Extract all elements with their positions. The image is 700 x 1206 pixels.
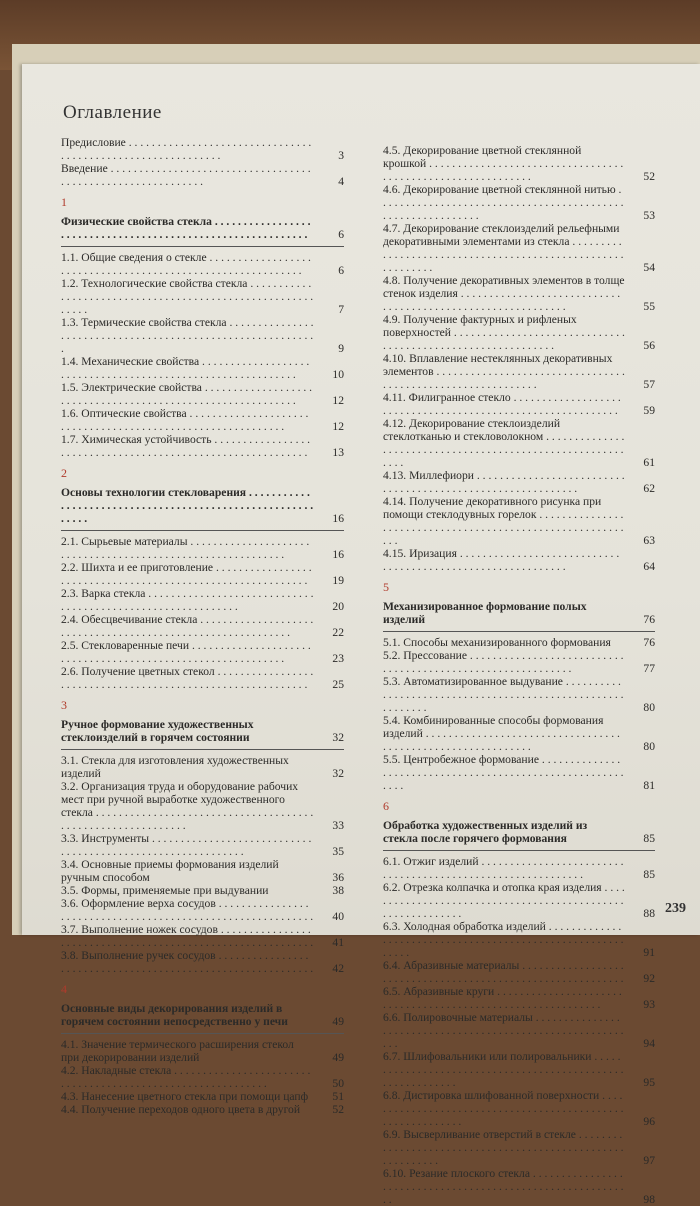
toc-page-number: 12 [332, 420, 344, 433]
toc-entry[interactable] [61, 1090, 344, 1103]
toc-entry[interactable] [61, 316, 344, 355]
toc-entry[interactable] [383, 495, 655, 547]
toc-entry-title: 1.4. Механические свойства [61, 355, 200, 368]
toc-page-number: 76 [643, 613, 655, 626]
toc-entry-title: 6.6. Полировочные материалы [383, 1011, 533, 1024]
toc-entry-title: 6.5. Абразивные круги [383, 985, 495, 998]
toc-page-number: 33 [332, 819, 344, 832]
toc-entry[interactable] [61, 832, 344, 858]
toc-entry[interactable] [383, 714, 655, 753]
page-title: Оглавление [63, 102, 162, 123]
toc-entry[interactable] [383, 1128, 655, 1167]
toc-section-heading[interactable] [61, 486, 344, 525]
toc-entry-title: 1.6. Оптические свойства [61, 407, 187, 420]
book-page [22, 64, 700, 1206]
toc-entry[interactable] [383, 469, 655, 495]
toc-entry-title: 6.7. Шлифовальники или полировальники [383, 1050, 592, 1063]
toc-entry-title: 1.7. Химическая устойчивость [61, 433, 212, 446]
toc-entry-title: Предисловие [61, 136, 126, 149]
toc-entry-title: 4.15. Иризация [383, 547, 457, 560]
toc-page-number: 35 [332, 845, 344, 858]
section-number: 3 [61, 698, 67, 712]
toc-section-heading[interactable] [383, 819, 655, 845]
toc-entry[interactable] [61, 561, 344, 587]
toc-entry-title: 3.4. Основные приемы формования изделий ручным способом [61, 858, 279, 884]
toc-entry-title: 2.5. Стекловаренные печи [61, 639, 190, 652]
toc-entry-title: Механизированное формование полых изделий [383, 600, 587, 626]
toc-entry-title: 5.1. Способы механизированного формования [383, 636, 611, 649]
toc-page-number: 20 [332, 600, 344, 613]
toc-page-number: 16 [332, 512, 344, 525]
section-number: 1 [61, 195, 67, 209]
toc-entry[interactable] [61, 949, 344, 975]
toc-page-number: 77 [643, 662, 655, 675]
toc-page-number: 22 [332, 626, 344, 639]
toc-entry[interactable] [383, 855, 655, 881]
toc-entry-title: Ручное формование художественных стеклоизделий в горячем состоянии [61, 718, 254, 744]
toc-entry-title: 3.6. Оформление верха сосудов [61, 897, 216, 910]
toc-page-number: 50 [332, 1077, 344, 1090]
toc-entry[interactable] [383, 417, 655, 469]
toc-entry-title: 2.2. Шихта и ее приготовление [61, 561, 214, 574]
section-number: 2 [61, 466, 67, 480]
toc-entry-title: 5.2. Прессование [383, 649, 468, 662]
toc-entry[interactable] [61, 381, 344, 407]
toc-left-column [61, 136, 344, 1116]
toc-entry[interactable] [383, 1050, 655, 1089]
toc-entry[interactable] [61, 535, 344, 561]
toc-page-number: 12 [332, 394, 344, 407]
section-number: 5 [383, 580, 389, 594]
toc-page-number: 7 [338, 303, 344, 316]
toc-entry-title: 4.3. Нанесение цветного стекла при помощи цапф [61, 1090, 309, 1103]
toc-entry-title: 4.5. Декорирование цветной стеклянной крошкой [383, 144, 582, 170]
toc-entry[interactable] [61, 665, 344, 691]
toc-entry[interactable] [383, 649, 655, 675]
toc-entry-title: 5.3. Автоматизированное выдувание [383, 675, 563, 688]
toc-page-number: 32 [332, 731, 344, 744]
toc-entry[interactable] [61, 162, 344, 188]
toc-entry[interactable] [383, 547, 655, 573]
toc-entry[interactable] [383, 313, 655, 352]
toc-page-number: 9 [338, 342, 344, 355]
toc-entry-title: 2.3. Варка стекла [61, 587, 146, 600]
toc-entry-title: Физические свойства стекла [61, 215, 212, 228]
toc-entry-title: 3.1. Стекла для изготовления художественных изделий [61, 754, 289, 780]
toc-entry[interactable] [383, 959, 655, 985]
toc-page-number: 55 [643, 300, 655, 313]
toc-page-number: 52 [643, 170, 655, 183]
toc-entry-title: 4.14. Получение декоративного рисунка при помощи стеклодувных горелок [383, 495, 602, 521]
toc-entry-title: 2.1. Сырьевые материалы [61, 535, 188, 548]
toc-entry[interactable] [61, 1064, 344, 1090]
toc-entry-title: 4.6. Декорирование цветной стеклянной нитью [383, 183, 616, 196]
toc-entry[interactable] [383, 1167, 655, 1206]
toc-page-number: 63 [643, 534, 655, 547]
toc-page-number: 23 [332, 652, 344, 665]
toc-entry[interactable] [61, 433, 344, 459]
toc-entry-title: 6.4. Абразивные материалы [383, 959, 520, 972]
toc-page-number: 36 [332, 871, 344, 884]
toc-entry-title: 4.7. Декорирование стеклоизделий рельефными декоративными элементами из стекла [383, 222, 620, 248]
toc-entry-title: 2.6. Получение цветных стекол [61, 665, 215, 678]
toc-entry-title: 6.3. Холодная обработка изделий [383, 920, 546, 933]
toc-page-number: 53 [643, 209, 655, 222]
toc-page-number: 96 [643, 1115, 655, 1128]
toc-page-number: 52 [332, 1103, 344, 1116]
toc-page-number: 3 [338, 149, 344, 162]
toc-entry-title: 4.13. Миллефиори [383, 469, 474, 482]
toc-entry[interactable] [61, 1103, 344, 1116]
toc-entry-title: 4.9. Получение фактурных и рифленых поверхностей [383, 313, 577, 339]
toc-entry[interactable] [61, 754, 344, 780]
section-divider [383, 631, 655, 632]
toc-page-number: 85 [643, 832, 655, 845]
toc-page-number: 64 [643, 560, 655, 573]
toc-entry[interactable] [383, 920, 655, 959]
toc-entry-title: 1.3. Термические свойства стекла [61, 316, 227, 329]
toc-page-number: 80 [643, 740, 655, 753]
toc-page-number: 49 [332, 1015, 344, 1028]
toc-entry[interactable] [61, 1038, 344, 1064]
toc-entry-title: 3.2. Организация труда и оборудование рабочих мест при ручной выработке художественного стекла [61, 780, 299, 819]
toc-section-heading[interactable] [61, 1002, 344, 1028]
toc-entry[interactable] [61, 587, 344, 613]
toc-entry-title: Обработка художественных изделий из стекла после горячего формования [383, 819, 588, 845]
toc-page-number: 95 [643, 1076, 655, 1089]
toc-entry-title: 5.5. Центробежное формование [383, 753, 539, 766]
toc-entry-title: 6.1. Отжиг изделий [383, 855, 479, 868]
toc-entry[interactable] [383, 753, 655, 792]
toc-entry-title: 2.4. Обесцвечивание стекла [61, 613, 198, 626]
toc-page-number: 4 [338, 175, 344, 188]
toc-entry[interactable] [383, 222, 655, 274]
toc-page-number: 98 [643, 1193, 655, 1206]
toc-entry-title: 3.7. Выполнение ножек сосудов [61, 923, 218, 936]
section-divider [61, 246, 344, 247]
toc-entry[interactable] [383, 144, 655, 183]
toc-page-number: 13 [332, 446, 344, 459]
toc-entry-title: 4.11. Филигранное стекло [383, 391, 511, 404]
toc-page-number: 40 [332, 910, 344, 923]
toc-section-heading[interactable] [61, 215, 344, 241]
toc-entry-title: 1.1. Общие сведения о стекле [61, 251, 207, 264]
toc-entry[interactable] [61, 884, 344, 897]
toc-page-number: 56 [643, 339, 655, 352]
toc-section-heading[interactable] [61, 718, 344, 744]
toc-entry-title: Основы технологии стекловарения [61, 486, 247, 499]
section-divider [61, 749, 344, 750]
toc-entry[interactable] [61, 639, 344, 665]
toc-page-number: 41 [332, 936, 344, 949]
toc-entry[interactable] [383, 881, 655, 920]
toc-entry-title: 3.5. Формы, применяемые при выдувании [61, 884, 269, 897]
toc-entry-title: 1.5. Электрические свойства [61, 381, 202, 394]
section-divider [383, 850, 655, 851]
toc-entry-title: 4.10. Вплавление нестеклянных декоративных элементов [383, 352, 613, 378]
toc-page-number: 10 [332, 368, 344, 381]
toc-entry[interactable] [383, 985, 655, 1011]
toc-page-number: 32 [332, 767, 344, 780]
section-divider [61, 530, 344, 531]
toc-entry-title: Основные виды декорирования изделий в горячем состоянии непосредственно у печи [61, 1002, 288, 1028]
toc-page-number: 25 [332, 678, 344, 691]
toc-page-number: 51 [332, 1090, 344, 1103]
toc-entry-title: 6.8. Дистировка шлифованной поверхности [383, 1089, 600, 1102]
toc-page-number: 19 [332, 574, 344, 587]
section-divider [61, 1033, 344, 1034]
toc-entry[interactable] [383, 274, 655, 313]
toc-entry-title: 4.4. Получение переходов одного цвета в другой [61, 1103, 301, 1116]
toc-page-number: 42 [332, 962, 344, 975]
toc-page-number: 88 [643, 907, 655, 920]
toc-entry-title: 4.12. Декорирование стеклоизделий стеклотканью и стекловолокном [383, 417, 561, 443]
toc-page-number: 76 [643, 636, 655, 649]
toc-page-number: 91 [643, 946, 655, 959]
toc-entry[interactable] [383, 1089, 655, 1128]
toc-entry[interactable] [61, 780, 344, 832]
toc-page-number: 6 [338, 264, 344, 277]
toc-entry[interactable] [383, 1011, 655, 1050]
toc-entry[interactable] [61, 251, 344, 277]
toc-entry-title: 5.4. Комбинированные способы формования изделий [383, 714, 604, 740]
toc-entry-title: 6.2. Отрезка колпачка и отопка края изделия [383, 881, 602, 894]
toc-page-number: 61 [643, 456, 655, 469]
toc-page-number: 81 [643, 779, 655, 792]
toc-entry[interactable] [383, 352, 655, 391]
toc-entry[interactable] [61, 613, 344, 639]
toc-entry-title: 4.2. Накладные стекла [61, 1064, 172, 1077]
toc-entry[interactable] [383, 636, 655, 649]
toc-page-number: 94 [643, 1037, 655, 1050]
toc-entry-title: 3.3. Инструменты [61, 832, 150, 845]
section-number: 4 [61, 982, 67, 996]
toc-page-number: 6 [338, 228, 344, 241]
toc-section-heading[interactable] [383, 600, 655, 626]
toc-page-number: 92 [643, 972, 655, 985]
toc-page-number: 57 [643, 378, 655, 391]
toc-entry-title: 3.8. Выполнение ручек сосудов [61, 949, 216, 962]
toc-page-number: 16 [332, 548, 344, 561]
toc-entry-title: 4.1. Значение термического расширения стекол при декорировании изделий [61, 1038, 294, 1064]
toc-entry[interactable] [61, 355, 344, 381]
toc-entry[interactable] [61, 136, 344, 162]
toc-entry-title: 6.9. Высверливание отверстий в стекле [383, 1128, 576, 1141]
toc-entry[interactable] [61, 923, 344, 949]
toc-page-number: 38 [332, 884, 344, 897]
toc-entry[interactable] [383, 675, 655, 714]
toc-entry[interactable] [383, 183, 655, 222]
toc-page-number: 80 [643, 701, 655, 714]
toc-page-number: 97 [643, 1154, 655, 1167]
toc-entry[interactable] [61, 858, 344, 884]
page-number: 239 [665, 901, 686, 916]
toc-entry[interactable] [61, 277, 344, 316]
toc-entry-title: Введение [61, 162, 108, 175]
toc-page-number: 62 [643, 482, 655, 495]
toc-page-number: 49 [332, 1051, 344, 1064]
toc-entry-title: 1.2. Технологические свойства стекла [61, 277, 248, 290]
toc-entry[interactable] [61, 407, 344, 433]
toc-entry[interactable] [383, 391, 655, 417]
toc-entry[interactable] [61, 897, 344, 923]
toc-page-number: 93 [643, 998, 655, 1011]
toc-entry-title: 4.8. Получение декоративных элементов в толще стенок изделия [383, 274, 625, 300]
toc-page-number: 85 [643, 868, 655, 881]
toc-page-number: 59 [643, 404, 655, 417]
toc-entry-title: 6.10. Резание плоского стекла [383, 1167, 530, 1180]
toc-right-column [383, 144, 655, 1206]
section-number: 6 [383, 799, 389, 813]
toc-page-number: 54 [643, 261, 655, 274]
